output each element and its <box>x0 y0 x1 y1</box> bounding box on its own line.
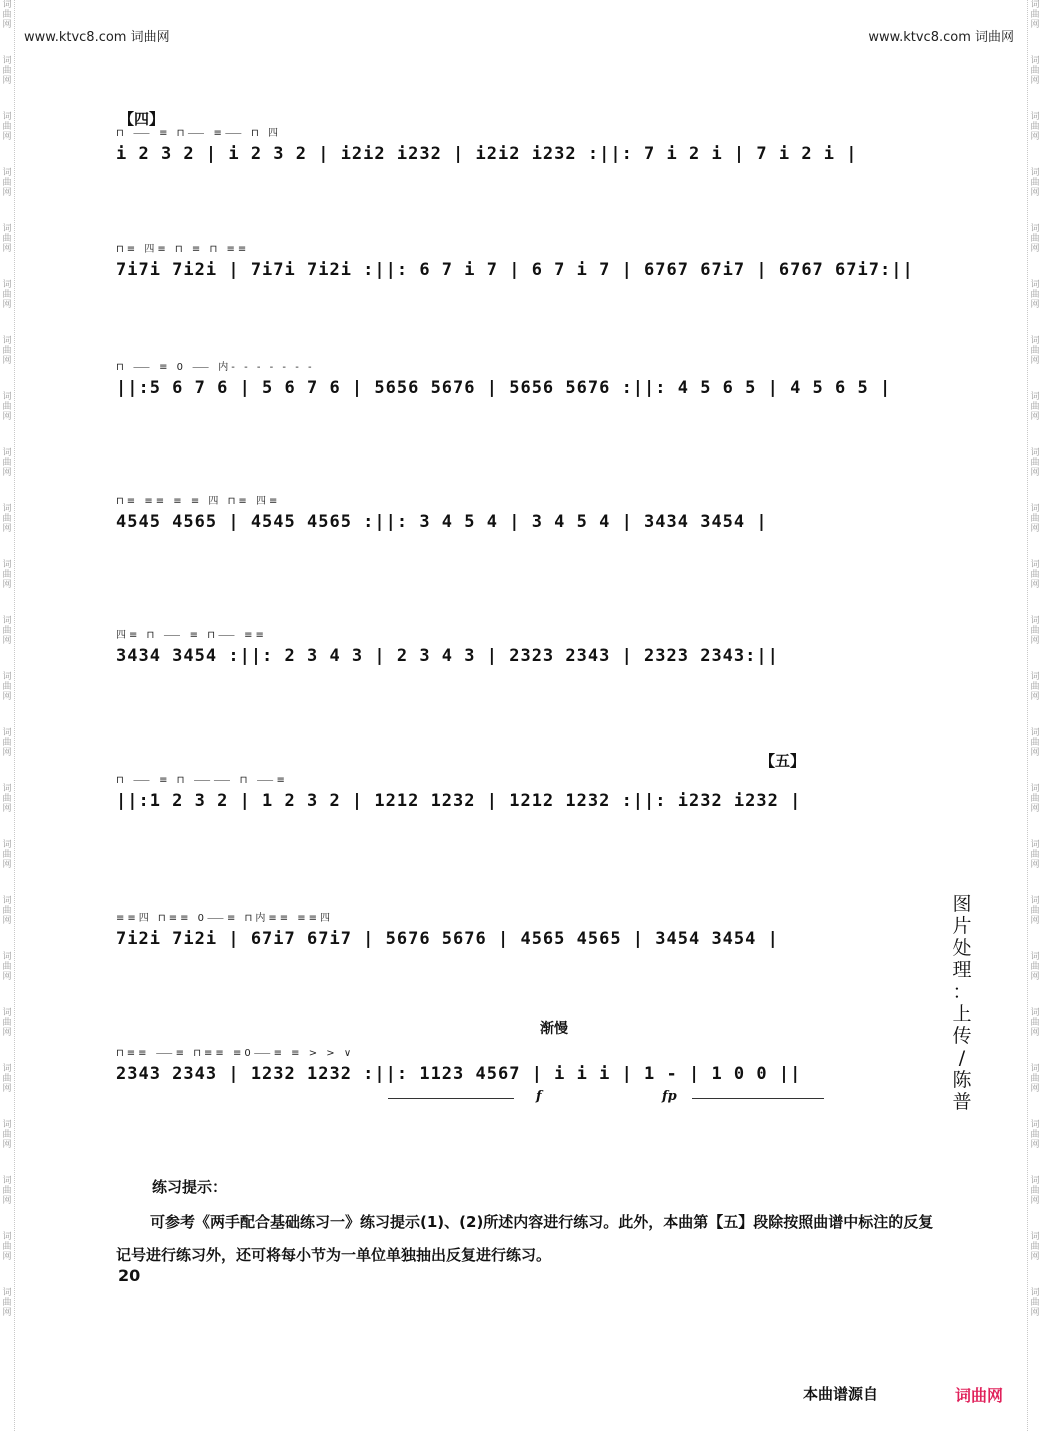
side-watermark: 词 曲 网 <box>1030 672 1040 702</box>
fingering-marks: 四≡ ⊓ ⸺ ≡ ⊓⸺ ≡≡ <box>116 630 267 641</box>
score-row-2 <box>116 234 936 294</box>
section-mark-5: 【五】 <box>760 752 806 770</box>
side-watermark: 词 曲 网 <box>2 168 12 198</box>
dynamic-fp: fp <box>662 1089 677 1104</box>
fingering-marks: ⊓ ⸺ ≡ ⊓ ⸺⸺ ⊓ ⸺≡ <box>116 775 288 786</box>
notation-line: ||:5 6 7 6 | 5 6 7 6 | 5656 5676 | 5656 5676 :||: 4 5 6 5 | 4 5 6 5 | <box>116 378 892 398</box>
credit-char: / <box>958 1047 966 1069</box>
credit-char: 片 <box>952 915 972 937</box>
side-watermark: 词 曲 网 <box>1030 952 1040 982</box>
notation-line: i 2 3 2 | i 2 3 2 | i2i2 i232 | i2i2 i232 :||: 7 i 2 i | 7 i 2 i | <box>116 144 858 164</box>
side-watermark: 词 曲 网 <box>2 672 12 702</box>
score-row-4 <box>116 486 936 546</box>
footer-source: 本曲谱源自 <box>803 1385 879 1403</box>
notation-line: 7i2i 7i2i | 67i7 67i7 | 5676 5676 | 4565 4565 | 3454 3454 | <box>116 929 779 949</box>
side-watermark: 词 曲 网 <box>2 0 12 30</box>
credit-char: 处 <box>952 937 972 959</box>
side-watermark: 词 曲 网 <box>1030 112 1040 142</box>
side-watermark: 词 曲 网 <box>1030 0 1040 30</box>
fingering-marks: ⊓≡ 四≡ ⊓ ≡ ⊓ ≡≡ <box>116 244 250 255</box>
side-watermark: 词 曲 网 <box>2 728 12 758</box>
fingering-marks: ⊓≡≡ ⸺≡ ⊓≡≡ ≡0⸺≡ ≡ > > ∨ <box>116 1048 355 1059</box>
side-watermark: 词 曲 网 <box>2 392 12 422</box>
section-mark-4: 【四】 <box>119 110 165 128</box>
dynamic-f: f <box>536 1089 542 1104</box>
right-watermark-strip <box>1027 0 1042 1431</box>
tips-title: 练习提示： <box>152 1178 228 1196</box>
credit-char: 理 <box>952 959 972 981</box>
side-watermark: 词 曲 网 <box>2 112 12 142</box>
credit-char: 上 <box>952 1003 972 1025</box>
footer-site-link[interactable]: 词曲网 <box>955 1386 1004 1405</box>
score-row-1 <box>116 118 936 178</box>
fingering-marks: ≡≡四 ⊓≡≡ 0⸺≡ ⊓内≡≡ ≡≡四 <box>116 913 334 924</box>
side-watermark: 词 曲 网 <box>1030 560 1040 590</box>
tempo-marking: 渐慢 <box>540 1021 568 1037</box>
side-watermark: 词 曲 网 <box>2 840 12 870</box>
side-watermark: 词 曲 网 <box>1030 448 1040 478</box>
side-watermark: 词 曲 网 <box>1030 224 1040 254</box>
side-watermark: 词 曲 网 <box>2 56 12 86</box>
side-watermark: 词 曲 网 <box>2 560 12 590</box>
side-watermark: 词 曲 网 <box>1030 392 1040 422</box>
score-row-7 <box>116 903 936 963</box>
side-watermark: 词 曲 网 <box>1030 1008 1040 1038</box>
side-watermark: 词 曲 网 <box>2 1176 12 1206</box>
side-watermark: 词 曲 网 <box>2 280 12 310</box>
side-watermark: 词 曲 网 <box>1030 616 1040 646</box>
score-row-5 <box>116 620 936 680</box>
credit-char: 普 <box>952 1091 972 1113</box>
notation-line: 7i7i 7i2i | 7i7i 7i2i :||: 6 7 i 7 | 6 7 i 7 | 6767 67i7 | 6767 67i7:|| <box>116 260 914 280</box>
side-watermark: 词 曲 网 <box>2 1120 12 1150</box>
tips-body: 可参考《两手配合基础练习一》练习提示(1)、(2)所述内容进行练习。此外，本曲第【五】段除按照曲谱中标注的反复记号进行练习外，还可将每小节为一单位单独抽出反复进行练习。 <box>116 1213 934 1264</box>
score-row-8 <box>116 1038 936 1098</box>
side-watermark: 词 曲 网 <box>2 1232 12 1262</box>
side-watermark: 词 曲 网 <box>2 336 12 366</box>
credit-char: 传 <box>952 1025 972 1047</box>
side-watermark: 词 曲 网 <box>2 224 12 254</box>
side-watermark: 词 曲 网 <box>1030 1288 1040 1318</box>
notation-line: ||:1 2 3 2 | 1 2 3 2 | 1212 1232 | 1212 1232 :||: i232 i232 | <box>116 791 802 811</box>
side-watermark: 词 曲 网 <box>1030 56 1040 86</box>
side-watermark: 词 曲 网 <box>1030 728 1040 758</box>
side-watermark: 词 曲 网 <box>1030 784 1040 814</box>
score-row-6 <box>116 765 936 825</box>
side-watermark: 词 曲 网 <box>1030 1176 1040 1206</box>
side-watermark: 词 曲 网 <box>2 448 12 478</box>
side-watermark: 词 曲 网 <box>2 1288 12 1318</box>
fingering-marks: ⊓ ⸺ ≡ 0 ⸺ 内- - - - - - - <box>116 362 315 373</box>
side-watermark: 词 曲 网 <box>2 1064 12 1094</box>
notation-line: 2343 2343 | 1232 1232 :||: 1123 4567 | i i i | 1 - | 1 0 0 || <box>116 1064 802 1084</box>
side-watermark: 词 曲 网 <box>2 616 12 646</box>
notation-line: 4545 4565 | 4545 4565 :||: 3 4 5 4 | 3 4 5 4 | 3434 3454 | <box>116 512 768 532</box>
side-watermark: 词 曲 网 <box>2 896 12 926</box>
side-watermark: 词 曲 网 <box>1030 1120 1040 1150</box>
side-watermark: 词 曲 网 <box>1030 840 1040 870</box>
notation-line: 3434 3454 :||: 2 3 4 3 | 2 3 4 3 | 2323 2343 | 2323 2343:|| <box>116 646 779 666</box>
credit-char: 陈 <box>952 1069 972 1091</box>
score-row-3 <box>116 352 936 412</box>
credit-char: 图 <box>952 893 972 915</box>
crescendo-hairpin <box>388 1098 514 1099</box>
side-watermark: 词 曲 网 <box>1030 896 1040 926</box>
side-watermark: 词 曲 网 <box>1030 336 1040 366</box>
fingering-marks: ⊓≡ ≡≡ ≡ ≡ 四 ⊓≡ 四≡ <box>116 496 281 507</box>
side-watermark: 词 曲 网 <box>2 1008 12 1038</box>
side-watermark: 词 曲 网 <box>1030 504 1040 534</box>
fingering-marks: ⊓ ⸺ ≡ ⊓⸺ ≡⸺ ⊓ 四 <box>116 128 281 139</box>
crescendo-hairpin <box>692 1098 824 1099</box>
image-credit <box>948 893 976 1113</box>
side-watermark: 词 曲 网 <box>2 784 12 814</box>
side-watermark: 词 曲 网 <box>1030 1232 1040 1262</box>
page-number: 20 <box>118 1266 141 1285</box>
side-watermark: 词 曲 网 <box>2 504 12 534</box>
credit-char: ： <box>952 981 972 1003</box>
side-watermark: 词 曲 网 <box>1030 280 1040 310</box>
left-watermark-strip <box>0 0 15 1431</box>
side-watermark: 词 曲 网 <box>1030 168 1040 198</box>
header-left-site: www.ktvc8.com 词曲网 <box>24 30 170 45</box>
header-right-site: www.ktvc8.com 词曲网 <box>868 30 1014 45</box>
side-watermark: 词 曲 网 <box>1030 1064 1040 1094</box>
side-watermark: 词 曲 网 <box>2 952 12 982</box>
